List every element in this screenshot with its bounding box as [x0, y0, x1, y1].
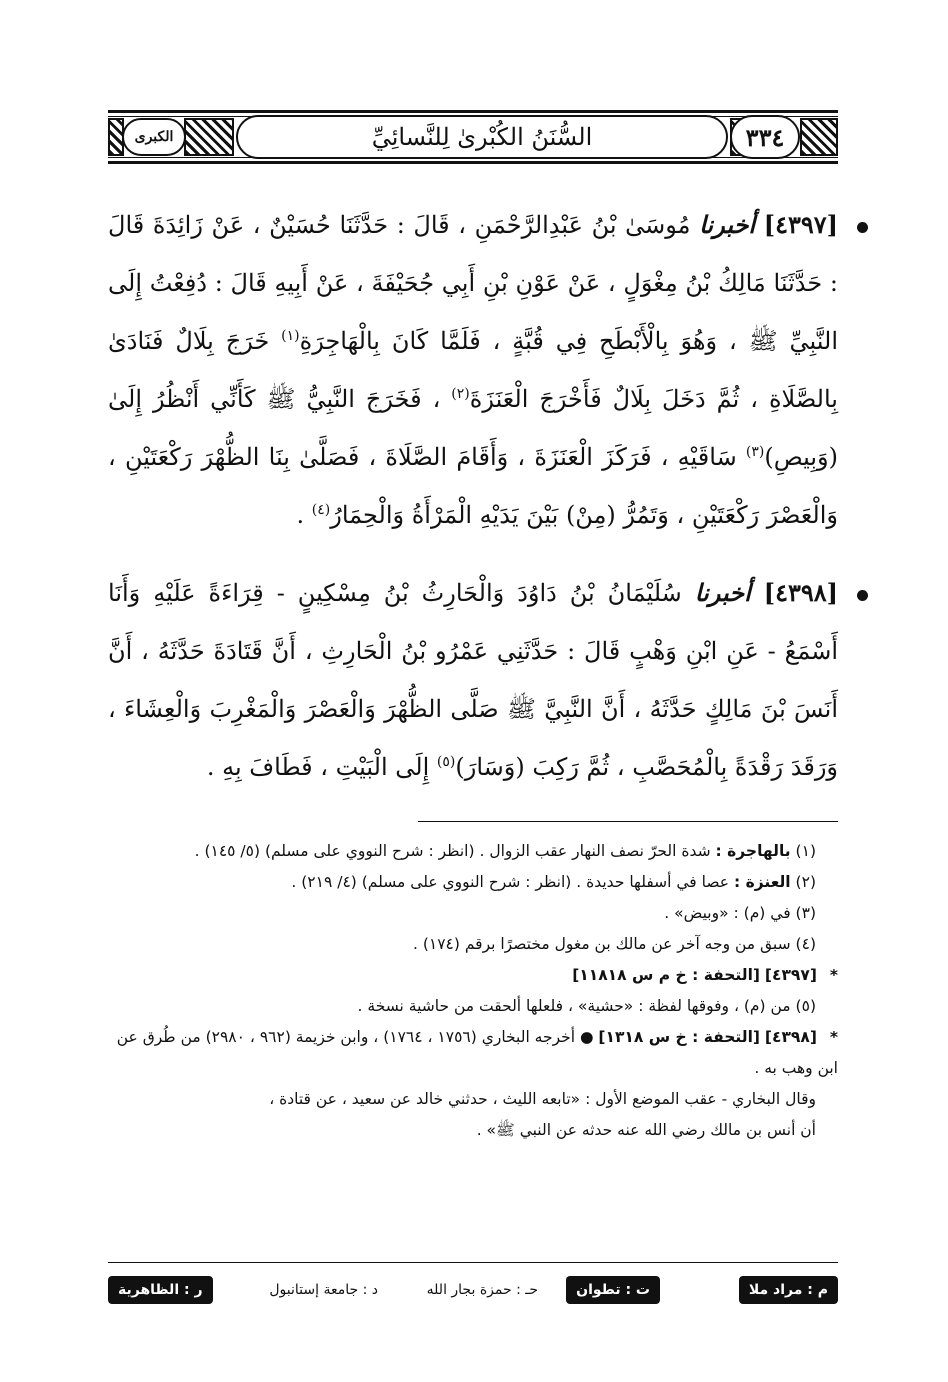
footnote-3 — [100, 898, 838, 929]
hadith-number: [٤٣٩٧] — [763, 210, 838, 239]
footnote-marker: (٢) — [795, 873, 816, 891]
tuhfa-number: [٤٣٩٧] — [764, 966, 817, 984]
footnote-2 — [100, 867, 838, 898]
note-text: وقال البخاري - عقب الموضع الأول : «تابعه الليث ، حدثني خالد عن سعيد ، عن قتادة ، — [269, 1090, 816, 1108]
footnote-ref[interactable]: (٤) — [311, 502, 331, 518]
tuhfa-ref: [التحفة : خ م س ١١٨١٨] — [572, 966, 760, 984]
header-ornament-icon — [184, 118, 234, 156]
hadith-text: إِلَى الْبَيْتِ ، فَطَافَ بِهِ . — [206, 753, 430, 781]
hadith-text: . — [296, 501, 305, 529]
footnote-text: شدة الحرّ نصف النهار عقب الزوال . (انظر : شرح النووي على مسلم) (٥/ ١٤٥) . — [194, 842, 711, 860]
footnote-ref[interactable]: (٥) — [436, 754, 456, 770]
footnote-ref[interactable]: (١) — [281, 328, 300, 344]
footnote-5 — [100, 991, 838, 1022]
hadith-text: سُلَيْمَانُ بْنُ دَاوُدَ وَالْحَارِثُ بْنُ مِسْكِينٍ - قِرَاءَةً عَلَيْهِ وَأَنَا أَسْمَعُ - عَنِ ابْنِ وَهْبٍ قَالَ : حَدَّثَنِي عَمْرُو بْنُ الْحَارِثِ ، أَنَّ قَتَادَةَ حَدَّثَهُ ، أَنَّ أَنَسَ بْنَ مَالِكٍ حَدَّثَهُ ، أَنَّ النَّبِيَّ ﷺ صَلَّى الظُّهْرَ وَالْعَصْرَ وَالْمَغْرِبَ وَالْعِشَاءَ ، وَرَقَدَ رَقْدَةً بِالْمُحَصَّبِ ، ثُمَّ رَكِبَ (وَسَارَ) — [108, 579, 838, 781]
footnote-marker: (٣) — [795, 904, 816, 922]
manuscript-badge: ت : تطوان — [566, 1276, 660, 1304]
manuscript-label: حـ : حمزة بجار الله — [426, 1282, 538, 1298]
footnote-text: من (م) ، وفوقها لفظة : «حشية» ، فلعلها ألحقت من حاشية نسخة . — [357, 997, 791, 1015]
manuscript-badge: م : مراد ملا — [739, 1276, 838, 1304]
header-rule-top — [108, 110, 838, 113]
manuscript-label: د : جامعة إستانبول — [269, 1282, 378, 1298]
hadith-text: ، فَخَرَجَ النَّبِيُّ ﷺ كَأَنِّي أَنْظُرُ إِلَىٰ (وَبِيصِ) — [108, 385, 838, 471]
footnote-term: بالهاجرة : — [715, 842, 791, 860]
footer-rule — [108, 1262, 838, 1263]
page-number: ٣٣٤ — [745, 122, 785, 152]
page-header — [108, 110, 838, 164]
footnote-marker: (٥) — [795, 997, 816, 1015]
manuscript-key — [108, 1272, 838, 1312]
hadith-entries — [108, 196, 838, 816]
footnotes — [100, 836, 838, 1146]
book-title-cartouche — [236, 115, 728, 159]
series-logo-text: الكبرى — [134, 129, 174, 145]
hadith-entry-4397 — [108, 196, 838, 544]
page-number-cartouche — [730, 115, 800, 159]
bukhari-note-line-1 — [100, 1084, 838, 1115]
note-text: أن أنس بن مالك رضي الله عنه حدثه عن النبي ﷺ» . — [476, 1121, 816, 1139]
book-title: السُّنَنُ الكُبْرىٰ لِلنَّسائِيِّ — [371, 123, 593, 151]
header-rule-bottom — [108, 161, 838, 164]
footnote-term: العنزة : — [734, 873, 791, 891]
tuhfa-note-4397 — [100, 960, 838, 991]
footnote-text: في (م) : «وبيض» . — [664, 904, 791, 922]
star-icon: * — [829, 1028, 838, 1046]
footnote-4 — [100, 929, 838, 960]
hadith-text: مُوسَىٰ بْنُ عَبْدِالرَّحْمَنِ ، قَالَ : حَدَّثَنَا حُسَيْنٌ ، عَنْ زَائِدَةَ قَالَ : حَدَّثَنَا مَالِكُ بْنُ مِغْوَلٍ ، عَنْ عَوْنِ بْنِ أَبِي جُحَيْفَةَ ، عَنْ أَبِيهِ قَالَ : دُفِعْتُ إِلَى النَّبِيِّ ﷺ ، وَهُوَ بِالْأَبْطَحِ فِي قُبَّةٍ ، فَلَمَّا كَانَ بِالْهَاجِرَةِ — [108, 211, 838, 355]
takhrij-text: ● أخرجه البخاري (١٧٥٦ ، ١٧٦٤) ، وابن خزيمة (٩٦٢ ، ٢٩٨٠) من طُرق عن ابن وهب به . — [116, 1028, 838, 1077]
hadith-entry-4398 — [108, 564, 838, 796]
hadith-text: خَرَجَ بِلَالٌ فَنَادَىٰ بِالصَّلَاةِ ، ثُمَّ دَخَلَ بِلَالٌ فَأَخْرَجَ الْعَنَزَةَ — [108, 327, 838, 413]
footnote-marker: (١) — [795, 842, 816, 860]
footnote-text: سبق من وجه آخر عن مالك بن مغول مختصرًا برقم (١٧٤) . — [412, 935, 791, 953]
tuhfa-note-4398 — [100, 1022, 838, 1084]
hadith-text: سَاقَيْهِ ، فَرَكَزَ الْعَنَزَةَ ، وَأَقَامَ الصَّلَاةَ ، فَصَلَّىٰ بِنَا الظُّهْرَ رَكْعَتَيْنِ ، وَالْعَصْرَ رَكْعَتَيْنِ ، وَتَمُرُّ (مِنْ) بَيْنَ يَدَيْهِ الْمَرْأَةُ وَالْحِمَارُ — [108, 443, 838, 529]
hadith-number: [٤٣٩٨] — [763, 578, 838, 607]
footnote-marker: (٤) — [795, 935, 816, 953]
header-ornament-icon — [800, 118, 838, 156]
footnote-separator — [418, 821, 838, 822]
footnote-1 — [100, 836, 838, 867]
bukhari-note-line-2 — [100, 1115, 838, 1146]
manuscript-badge: ر : الظاهرية — [108, 1276, 213, 1304]
footnote-text: عصا في أسفلها حديدة . (انظر : شرح النووي على مسلم) (٤/ ٢١٩) . — [291, 873, 730, 891]
star-icon: * — [829, 966, 838, 984]
tuhfa-number: [٤٣٩٨] — [764, 1028, 817, 1046]
bullet-icon — [857, 222, 868, 233]
footnote-ref[interactable]: (٣) — [745, 444, 765, 460]
bullet-icon — [857, 590, 868, 601]
series-logo — [122, 118, 186, 156]
hadith-lead: أخبرنا — [694, 578, 751, 607]
footnote-ref[interactable]: (٢) — [451, 386, 470, 402]
tuhfa-ref: [التحفة : خ س ١٣١٨] — [598, 1028, 760, 1046]
hadith-lead: أخبرنا — [699, 210, 756, 239]
